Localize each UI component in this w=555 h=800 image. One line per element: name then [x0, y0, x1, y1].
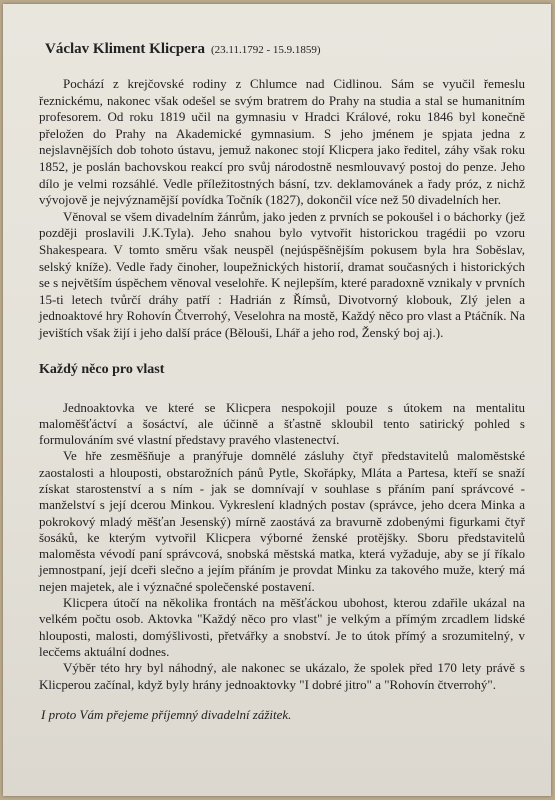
bio-paragraph: Věnoval se všem divadelním žánrům, jako jeden z prvních se pokoušel i o báchorky (jež později proslavili J.K.Tyla). Jeho snahou bylo vytvořit historickou tragédii po vzoru Shakespeara. V tomto směru však neuspěl (nejúspěšnějším pokusem byla hra Soběslav, selský kníže). Vedle řady činoher, loupežnických historií, dramat současných i historických se s největším úspěchem věnoval veselohře. K nejlepším, které paradoxně vznikaly v prvních 15-ti letech tvůrčí dráhy patří : Hadrián z Římsů, Divotvorný klobouk, Zlý jelen a jednoaktové hry Rohovín Čtverrohý, Veselohra na mostě, Každý něco pro vlast a Ptáčník. Na jevištích však žijí i jeho další práce (Bělouši, Lhář a jeho rod, Ženský boj aj.).: [39, 208, 525, 340]
section-paragraph: Klicpera útočí na několika frontách na měšťáckou ubohost, kterou zdařile ukázal na velkém počtu osob. Aktovka "Každý něco pro vlast" je velkým a přímým zrcadlem lidské hlouposti, malosti, domýšlivosti, přetvářky a snobství. Je to útok přímý a srozumitelný, v lecčems aktuální dodnes.: [39, 595, 525, 659]
document-content: [39, 40, 525, 723]
section-heading: Každý něco pro vlast: [39, 361, 165, 377]
closing-wish: I proto Vám přejeme příjemný divadelní zážitek.: [41, 706, 292, 722]
section-paragraph: Výběr této hry byl náhodný, ale nakonec se ukázalo, že spolek před 170 lety právě s Klicperou začínal, když byly hrány jednoaktovky "I dobré jitro" a "Rohovín čtverrohý".: [39, 660, 525, 692]
bio-paragraph: Pochází z krejčovské rodiny z Chlumce nad Cidlinou. Sám se vyučil řemeslu řeznickému, nakonec však odešel se svým bratrem do Prahy na studia a stal se humanitním profesorem. Od roku 1819 učil na gymnasiu v Hradci Králové, roku 1846 byl konečně přeložen do Prahy na Akademické gymnasium. S jeho jménem je spjata jedna z nejslavnějších dob tohoto ústavu, jemuž nakonec stojí Klicpera jako ředitel, záhy však roku 1852, je poslán bachovskou reakcí pro svůj národostně nesmlouvavý postoj do penze. Jeho dílo je velmi rozsáhlé. Vedle příležitostných básní, tzv. deklamovánek a řady próz, z nichž vývojově je nejvýznamější povídka Točník (1827), dokončil více než 50 divadelních her.: [39, 76, 525, 208]
section-paragraph: Ve hře zesměšňuje a pranýřuje domnělé zásluhy čtyř představitelů maloměstské zaostalosti a hlouposti, obstarožních pánů Pytle, Skořápky, Mláta a Partesa, kteří se snaží získat starostenství a s ním - jak se domnívají v souhlase s přáním paní správcové - manželství s její dcerou Minkou. Vykreslení kladných postav (správce, jeho dcera Minka a pokrokový mladý měšťan Jesenský) mírně zaostává za bravurně zdobenými figurkami čtyř šosáků, ke kterým vytvořil Klicpera výborné ženské protějšky. Sboru představitelů maloměsta vévodí paní správcová, snobská městská matka, která vyžaduje, aby se jí říkalo jemnostpaní, její dceři slečno a jejím přáním je provdat Minku za takového muže, který má nejen majetek, ale i význačné společenské postavení.: [39, 448, 525, 594]
section-paragraph: Jednoaktovka ve které se Klicpera nespokojil pouze s útokem na mentalitu maloměšťáctví a šosáctví, ale účinně a šťastně skloubil tento satirický pohled s formulováním své vlastní představy pravého vlastenectví.: [39, 399, 525, 448]
author-heading: [45, 40, 525, 58]
document-page: [3, 4, 551, 796]
author-name: Václav Kliment Klicpera: [45, 41, 205, 57]
section-body: [39, 400, 525, 693]
author-dates: (23.11.1792 - 15.9.1859): [210, 44, 321, 56]
